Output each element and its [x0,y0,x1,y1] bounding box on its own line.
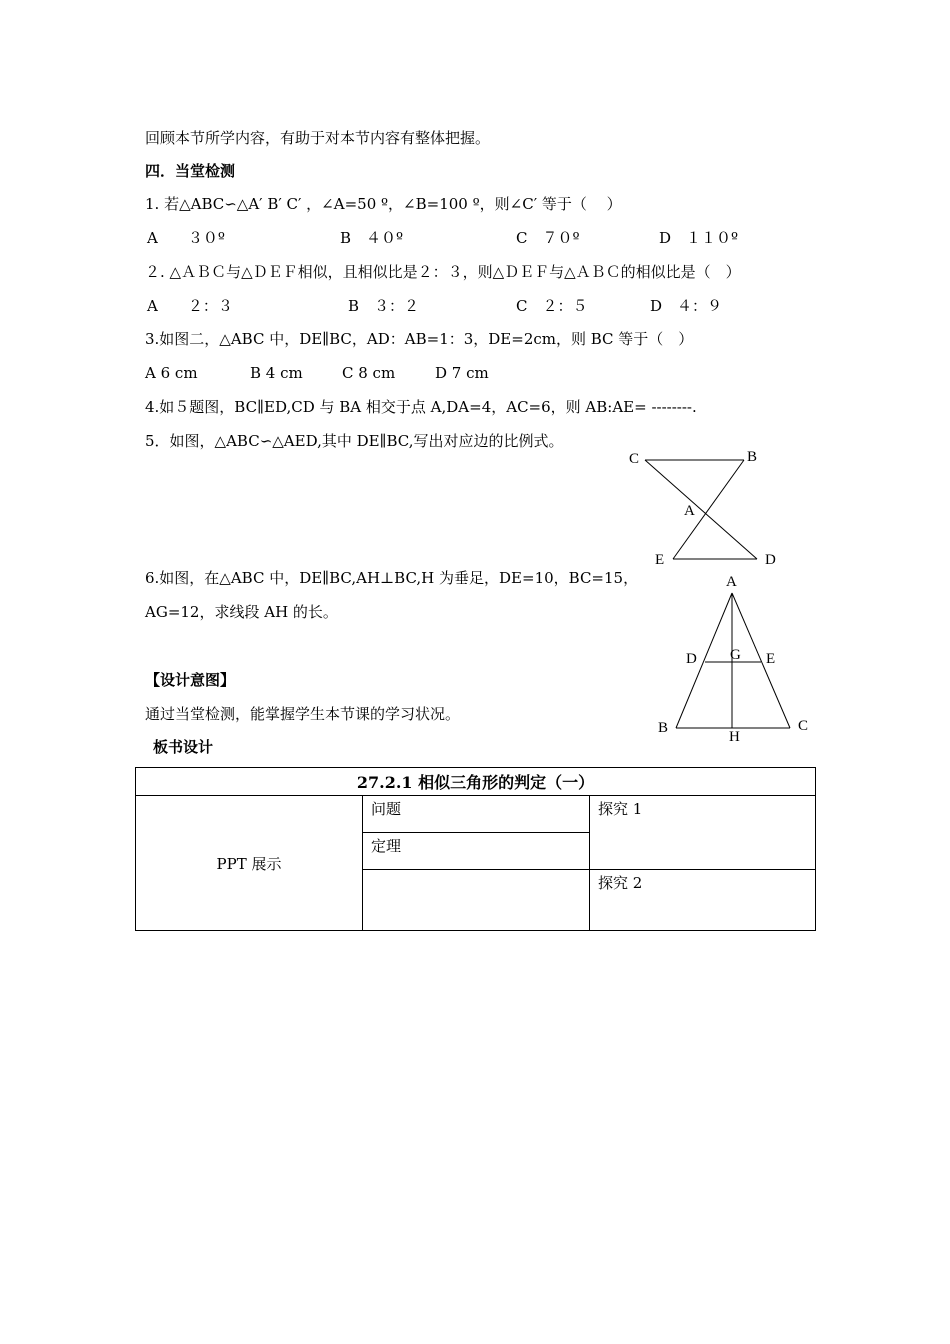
q1-option-d: D １１０º [659,229,739,247]
hourglass-figure [620,440,790,575]
triangle-figure [650,570,820,745]
intro-line: 回顾本节所学内容，有助于对本节内容有整体把握。 [145,129,491,147]
question-3: 3.如图二，△ABC 中，DE∥BC，AD：AB=1：3，DE=2cm，则 BC 等于（ ） [145,330,694,348]
ppt-cell: PPT 展示 [136,796,363,931]
q3-option-d: D 7 cm [435,364,489,382]
q2-option-a: A ２：３ [147,297,233,315]
explore-1-cell: 探究 1 [590,796,816,870]
q1-option-a: A ３０º [147,229,225,247]
side-ab [676,593,732,728]
question-6-line-2: AG=12，求线段 AH 的长。 [145,603,338,621]
q2-option-c: C ２：５ [516,297,588,315]
question-1: 1. 若△ABC∽△A′ B′ C′ ，∠A=50 º，∠B=100 º，则∠C′ 等于（ ） [145,195,622,213]
question-6-line-1: 6.如图，在△ABC 中，DE∥BC,AH⊥BC,H 为垂足，DE=10，BC=15， [145,569,639,587]
q3-option-b: B 4 cm [250,364,303,382]
label-e: E [655,552,665,568]
label-b: B [658,720,669,736]
label-a: A [726,574,737,590]
explore-2-cell: 探究 2 [590,870,816,931]
section-title: 四．当堂检测 [145,162,236,180]
label-d: D [686,651,697,667]
label-c: C [629,451,640,467]
question-5: 5．如图，△ABC∽△AED,其中 DE∥BC,写出对应边的比例式。 [145,432,564,450]
q3-option-a: A 6 cm [145,364,198,382]
label-e: E [766,651,776,667]
label-g: G [730,647,741,663]
label-a: A [684,503,695,519]
board-title: 27.2.1 相似三角形的判定（一） [136,768,816,796]
q1-option-c: C ７０º [516,229,580,247]
question-4: 4.如５题图，BC∥ED,CD 与 BA 相交于点 A,DA=4，AC=6，则 AB:AE= --------. [145,398,697,416]
board-design-heading: 板书设计 [153,738,214,756]
segment-cd [645,460,757,559]
question-cell: 问题 [363,796,590,833]
design-intent-title: 【设计意图】 [145,671,236,689]
label-d: D [765,552,776,568]
label-h: H [729,729,740,745]
label-b: B [747,449,758,465]
q3-option-c: C 8 cm [342,364,396,382]
q2-option-d: D ４：９ [650,297,723,315]
board-design-table [135,767,816,931]
q2-option-b: B ３：２ [348,297,420,315]
empty-cell [363,870,590,931]
theorem-cell: 定理 [363,833,590,870]
label-c: C [798,718,809,734]
question-2: ２. △ＡＢＣ与△ＤＥＦ相似，且相似比是２：３，则△ＤＥＦ与△ＡＢＣ的相似比是（ ） [145,263,741,281]
design-intent-text: 通过当堂检测，能掌握学生本节课的学习状况。 [145,705,461,723]
q1-option-b: B ４０º [340,229,404,247]
